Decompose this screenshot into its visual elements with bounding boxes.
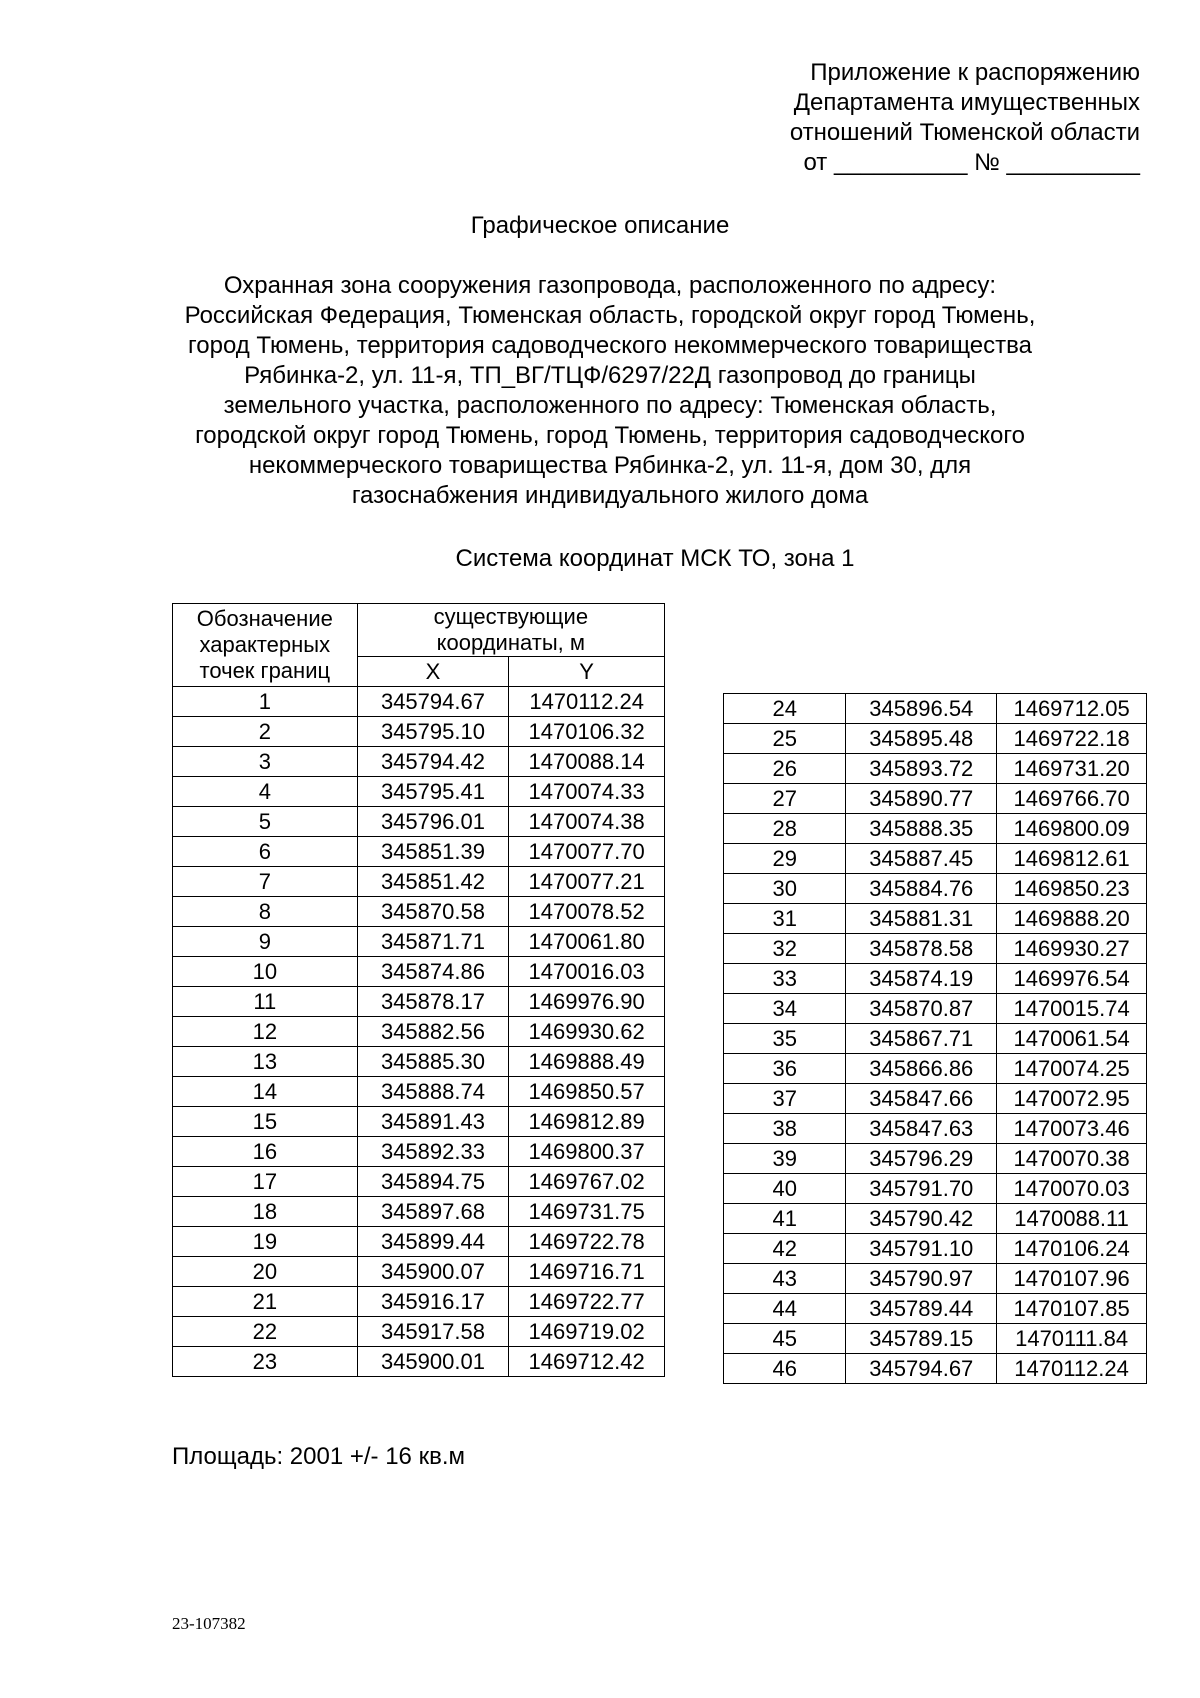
table-row	[724, 814, 1147, 844]
y-coordinate-cell: 1469812.61	[997, 844, 1147, 874]
x-coordinate-cell: 345789.15	[846, 1324, 997, 1354]
table-row	[173, 1257, 665, 1287]
y-coordinate-cell: 1469716.71	[509, 1257, 665, 1287]
coordinate-system-label: Система координат МСК ТО, зона 1	[455, 545, 855, 572]
x-coordinate-cell: 345796.01	[357, 807, 509, 837]
point-number-cell: 21	[173, 1287, 358, 1317]
y-coordinate-cell: 1470106.32	[509, 717, 665, 747]
table-row	[724, 1324, 1147, 1354]
table-row	[724, 1054, 1147, 1084]
point-number-cell: 38	[724, 1114, 846, 1144]
description-line: Рябинка-2, ул. 11-я, ТП_ВГ/ТЦФ/6297/22Д газопровод до границы	[244, 362, 976, 389]
point-number-cell: 22	[173, 1317, 358, 1347]
table-row	[173, 987, 665, 1017]
point-number-cell: 32	[724, 934, 846, 964]
y-coordinate-cell: 1469976.90	[509, 987, 665, 1017]
y-coordinate-cell: 1469812.89	[509, 1107, 665, 1137]
table-row	[724, 1024, 1147, 1054]
point-number-cell: 35	[724, 1024, 846, 1054]
table-row	[173, 777, 665, 807]
point-number-cell: 14	[173, 1077, 358, 1107]
x-coordinate-cell: 345851.39	[357, 837, 509, 867]
point-number-cell: 40	[724, 1174, 846, 1204]
table-row	[724, 874, 1147, 904]
x-coordinate-cell: 345795.41	[357, 777, 509, 807]
point-number-cell: 11	[173, 987, 358, 1017]
point-number-cell: 46	[724, 1354, 846, 1384]
table-row	[173, 807, 665, 837]
x-coordinate-cell: 345789.44	[846, 1294, 997, 1324]
x-coordinate-cell: 345794.67	[357, 687, 509, 717]
y-coordinate-cell: 1469766.70	[997, 784, 1147, 814]
x-coordinate-cell: 345791.10	[846, 1234, 997, 1264]
table-row	[724, 694, 1147, 724]
point-number-cell: 6	[173, 837, 358, 867]
x-coordinate-cell: 345888.35	[846, 814, 997, 844]
table-row	[173, 1227, 665, 1257]
y-coordinate-cell: 1469930.27	[997, 934, 1147, 964]
point-number-cell: 30	[724, 874, 846, 904]
y-coordinate-cell: 1470070.38	[997, 1144, 1147, 1174]
table-row	[173, 1047, 665, 1077]
x-coordinate-cell: 345885.30	[357, 1047, 509, 1077]
y-coordinate-cell: 1470015.74	[997, 994, 1147, 1024]
x-coordinate-cell: 345888.74	[357, 1077, 509, 1107]
y-coordinate-cell: 1469731.75	[509, 1197, 665, 1227]
y-coordinate-cell: 1470072.95	[997, 1084, 1147, 1114]
point-number-cell: 27	[724, 784, 846, 814]
point-number-cell: 42	[724, 1234, 846, 1264]
y-coordinate-cell: 1470074.38	[509, 807, 665, 837]
point-number-cell: 20	[173, 1257, 358, 1287]
y-coordinate-cell: 1469722.77	[509, 1287, 665, 1317]
x-coordinate-cell: 345878.58	[846, 934, 997, 964]
y-coordinate-cell: 1469930.62	[509, 1017, 665, 1047]
header-group-line: существующие	[433, 604, 589, 629]
x-coordinate-cell: 345900.07	[357, 1257, 509, 1287]
table-row	[724, 754, 1147, 784]
point-number-cell: 37	[724, 1084, 846, 1114]
zone-description	[140, 271, 1080, 511]
table-row	[173, 1197, 665, 1227]
table-row	[724, 1114, 1147, 1144]
y-coordinate-cell: 1470088.14	[509, 747, 665, 777]
y-coordinate-cell: 1470078.52	[509, 897, 665, 927]
table-row	[173, 717, 665, 747]
y-coordinate-cell: 1470088.11	[997, 1204, 1147, 1234]
point-number-cell: 33	[724, 964, 846, 994]
table-row	[724, 784, 1147, 814]
y-coordinate-cell: 1469800.37	[509, 1137, 665, 1167]
point-number-cell: 43	[724, 1264, 846, 1294]
x-coordinate-cell: 345795.10	[357, 717, 509, 747]
table-row	[724, 724, 1147, 754]
y-coordinate-cell: 1469888.20	[997, 904, 1147, 934]
y-coordinate-cell: 1470074.33	[509, 777, 665, 807]
point-number-cell: 23	[173, 1347, 358, 1377]
header-existing-coordinates	[357, 604, 664, 657]
table-row	[724, 964, 1147, 994]
coordinates-table-right	[723, 693, 1147, 1384]
table-row	[724, 994, 1147, 1024]
x-coordinate-cell: 345897.68	[357, 1197, 509, 1227]
x-coordinate-cell: 345884.76	[846, 874, 997, 904]
point-number-cell: 5	[173, 807, 358, 837]
coordinates-table-left	[172, 603, 665, 1377]
header-x: X	[357, 657, 509, 687]
table-row	[173, 1107, 665, 1137]
x-coordinate-cell: 345791.70	[846, 1174, 997, 1204]
point-number-cell: 7	[173, 867, 358, 897]
header-y: Y	[509, 657, 665, 687]
table-row	[173, 1137, 665, 1167]
point-number-cell: 39	[724, 1144, 846, 1174]
x-coordinate-cell: 345916.17	[357, 1287, 509, 1317]
y-coordinate-cell: 1469722.18	[997, 724, 1147, 754]
table-row	[724, 1144, 1147, 1174]
x-coordinate-cell: 345887.45	[846, 844, 997, 874]
table-body-right	[724, 694, 1147, 1384]
table-row	[173, 1317, 665, 1347]
x-coordinate-cell: 345794.42	[357, 747, 509, 777]
y-coordinate-cell: 1469767.02	[509, 1167, 665, 1197]
table-row	[173, 1077, 665, 1107]
y-coordinate-cell: 1470111.84	[997, 1324, 1147, 1354]
y-coordinate-cell: 1470061.80	[509, 927, 665, 957]
table-row	[724, 1294, 1147, 1324]
table-row	[173, 747, 665, 777]
y-coordinate-cell: 1470107.96	[997, 1264, 1147, 1294]
table-row	[173, 1287, 665, 1317]
table-row	[173, 897, 665, 927]
y-coordinate-cell: 1469850.57	[509, 1077, 665, 1107]
x-coordinate-cell: 345874.86	[357, 957, 509, 987]
header-point-designation	[173, 604, 358, 687]
x-coordinate-cell: 345847.63	[846, 1114, 997, 1144]
y-coordinate-cell: 1470077.70	[509, 837, 665, 867]
header-line: Департамента имущественных	[793, 89, 1140, 116]
document-header	[700, 58, 1140, 178]
y-coordinate-cell: 1470070.03	[997, 1174, 1147, 1204]
description-line: Российская Федерация, Тюменская область, городской округ город Тюмень,	[184, 302, 1036, 329]
point-number-cell: 31	[724, 904, 846, 934]
y-coordinate-cell: 1470074.25	[997, 1054, 1147, 1084]
x-coordinate-cell: 345847.66	[846, 1084, 997, 1114]
area-label: Площадь: 2001 +/- 16 кв.м	[172, 1443, 465, 1470]
x-coordinate-cell: 345794.67	[846, 1354, 997, 1384]
description-line: газоснабжения индивидуального жилого дома	[351, 482, 869, 509]
header-line: от __________ № __________	[803, 149, 1140, 176]
y-coordinate-cell: 1470106.24	[997, 1234, 1147, 1264]
point-number-cell: 15	[173, 1107, 358, 1137]
table-row	[724, 1354, 1147, 1384]
point-number-cell: 8	[173, 897, 358, 927]
table-row	[173, 1017, 665, 1047]
point-number-cell: 41	[724, 1204, 846, 1234]
document-title: Графическое описание	[470, 212, 730, 239]
y-coordinate-cell: 1469976.54	[997, 964, 1147, 994]
table-row	[724, 934, 1147, 964]
x-coordinate-cell: 345896.54	[846, 694, 997, 724]
point-number-cell: 9	[173, 927, 358, 957]
x-coordinate-cell: 345866.86	[846, 1054, 997, 1084]
point-number-cell: 34	[724, 994, 846, 1024]
point-number-cell: 3	[173, 747, 358, 777]
point-number-cell: 12	[173, 1017, 358, 1047]
point-number-cell: 18	[173, 1197, 358, 1227]
description-line: городской округ город Тюмень, город Тюмень, территория садоводческого	[195, 422, 1025, 449]
table-row	[173, 1347, 665, 1377]
x-coordinate-cell: 345892.33	[357, 1137, 509, 1167]
x-coordinate-cell: 345867.71	[846, 1024, 997, 1054]
point-number-cell: 2	[173, 717, 358, 747]
point-number-cell: 13	[173, 1047, 358, 1077]
x-coordinate-cell: 345917.58	[357, 1317, 509, 1347]
point-number-cell: 4	[173, 777, 358, 807]
point-number-cell: 44	[724, 1294, 846, 1324]
table-row	[724, 1204, 1147, 1234]
y-coordinate-cell: 1470112.24	[509, 687, 665, 717]
table-row	[173, 867, 665, 897]
x-coordinate-cell: 345796.29	[846, 1144, 997, 1174]
header-name-line: точек границ	[199, 658, 331, 683]
point-number-cell: 10	[173, 957, 358, 987]
table-row	[173, 687, 665, 717]
table-row	[724, 1234, 1147, 1264]
table-row	[724, 904, 1147, 934]
x-coordinate-cell: 345881.31	[846, 904, 997, 934]
description-line: земельного участка, расположенного по адресу: Тюменская область,	[223, 392, 997, 419]
y-coordinate-cell: 1469731.20	[997, 754, 1147, 784]
point-number-cell: 28	[724, 814, 846, 844]
point-number-cell: 45	[724, 1324, 846, 1354]
table-row	[724, 1174, 1147, 1204]
description-line: некоммерческого товарищества Рябинка-2, ул. 11-я, дом 30, для	[248, 452, 972, 479]
point-number-cell: 36	[724, 1054, 846, 1084]
y-coordinate-cell: 1469719.02	[509, 1317, 665, 1347]
point-number-cell: 17	[173, 1167, 358, 1197]
x-coordinate-cell: 345790.42	[846, 1204, 997, 1234]
point-number-cell: 19	[173, 1227, 358, 1257]
y-coordinate-cell: 1470107.85	[997, 1294, 1147, 1324]
table-row	[173, 837, 665, 867]
y-coordinate-cell: 1470073.46	[997, 1114, 1147, 1144]
y-coordinate-cell: 1470016.03	[509, 957, 665, 987]
point-number-cell: 1	[173, 687, 358, 717]
x-coordinate-cell: 345870.58	[357, 897, 509, 927]
x-coordinate-cell: 345890.77	[846, 784, 997, 814]
x-coordinate-cell: 345871.71	[357, 927, 509, 957]
description-line: город Тюмень, территория садоводческого некоммерческого товарищества	[188, 332, 1032, 359]
header-group-line: координаты, м	[436, 630, 585, 655]
x-coordinate-cell: 345899.44	[357, 1227, 509, 1257]
table-row	[173, 1167, 665, 1197]
y-coordinate-cell: 1469800.09	[997, 814, 1147, 844]
table-row	[173, 927, 665, 957]
x-coordinate-cell: 345882.56	[357, 1017, 509, 1047]
description-line: Охранная зона сооружения газопровода, расположенного по адресу:	[223, 272, 997, 299]
table-row	[724, 1264, 1147, 1294]
x-coordinate-cell: 345900.01	[357, 1347, 509, 1377]
point-number-cell: 25	[724, 724, 846, 754]
y-coordinate-cell: 1469888.49	[509, 1047, 665, 1077]
x-coordinate-cell: 345790.97	[846, 1264, 997, 1294]
y-coordinate-cell: 1469850.23	[997, 874, 1147, 904]
point-number-cell: 26	[724, 754, 846, 784]
x-coordinate-cell: 345878.17	[357, 987, 509, 1017]
header-line: отношений Тюменской области	[789, 119, 1140, 146]
y-coordinate-cell: 1469722.78	[509, 1227, 665, 1257]
header-name-line: Обозначение	[196, 606, 333, 631]
point-number-cell: 24	[724, 694, 846, 724]
x-coordinate-cell: 345895.48	[846, 724, 997, 754]
document-code: 23-107382	[172, 1614, 246, 1633]
header-name-line: характерных	[199, 632, 331, 657]
table-row	[724, 1084, 1147, 1114]
table-row	[173, 957, 665, 987]
x-coordinate-cell: 345894.75	[357, 1167, 509, 1197]
point-number-cell: 29	[724, 844, 846, 874]
y-coordinate-cell: 1470112.24	[997, 1354, 1147, 1384]
y-coordinate-cell: 1470077.21	[509, 867, 665, 897]
x-coordinate-cell: 345891.43	[357, 1107, 509, 1137]
point-number-cell: 16	[173, 1137, 358, 1167]
x-coordinate-cell: 345893.72	[846, 754, 997, 784]
table-body-left	[173, 687, 665, 1377]
header-line: Приложение к распоряжению	[810, 59, 1140, 86]
y-coordinate-cell: 1470061.54	[997, 1024, 1147, 1054]
table-row	[724, 844, 1147, 874]
x-coordinate-cell: 345870.87	[846, 994, 997, 1024]
x-coordinate-cell: 345851.42	[357, 867, 509, 897]
y-coordinate-cell: 1469712.05	[997, 694, 1147, 724]
x-coordinate-cell: 345874.19	[846, 964, 997, 994]
y-coordinate-cell: 1469712.42	[509, 1347, 665, 1377]
